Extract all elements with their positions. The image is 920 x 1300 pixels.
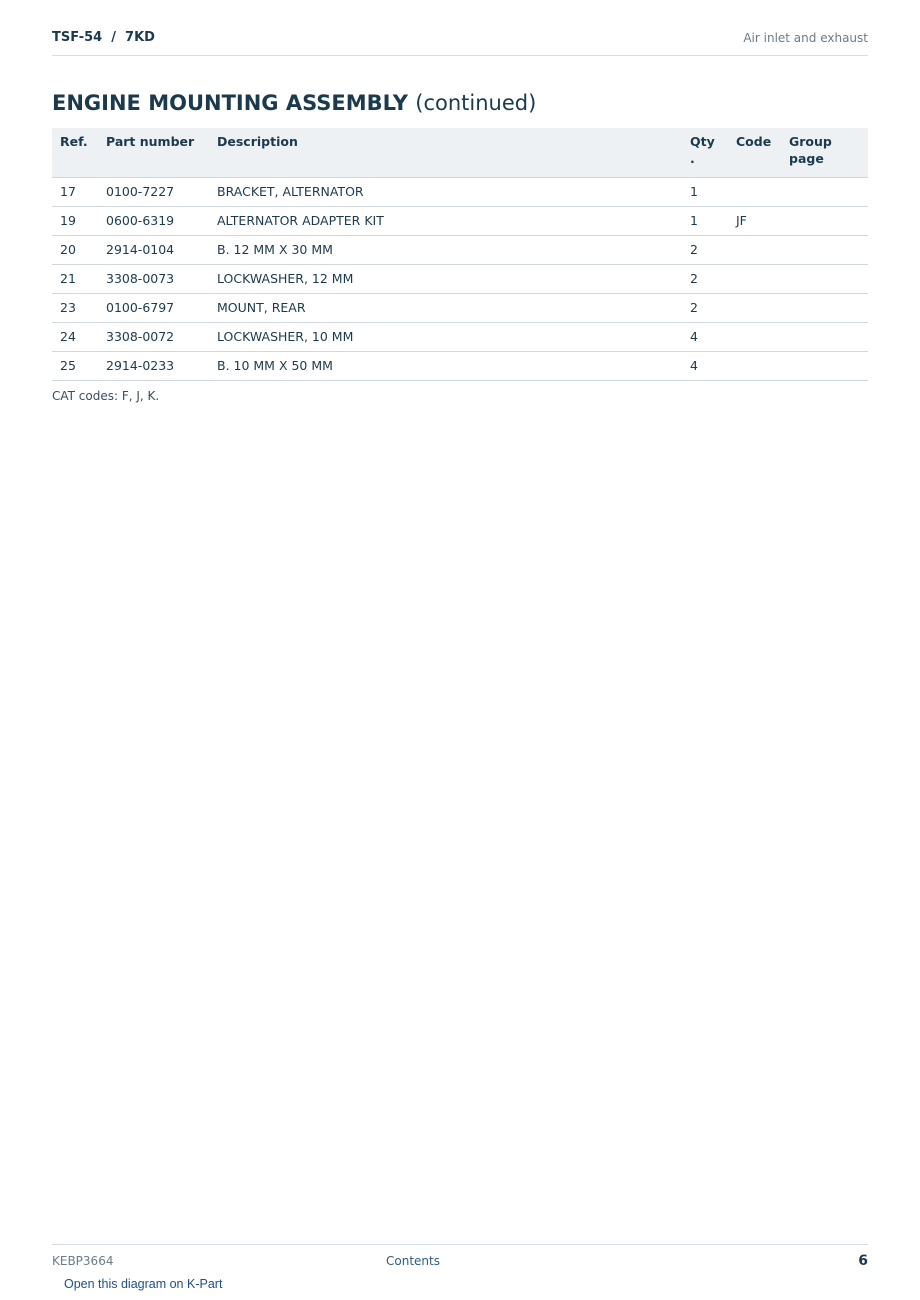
page-header <box>52 28 868 56</box>
cell-part-number: 0100-7227 <box>98 177 209 206</box>
table-row <box>52 177 868 206</box>
cell-ref: 20 <box>52 235 98 264</box>
cell-description: BRACKET, ALTERNATOR <box>209 177 682 206</box>
header-qty <box>682 128 728 177</box>
cell-ref: 24 <box>52 322 98 351</box>
header-part-number: Part number <box>98 128 209 177</box>
cell-group-page <box>781 235 868 264</box>
cell-qty: 2 <box>682 293 728 322</box>
cell-group-page <box>781 206 868 235</box>
cell-ref: 25 <box>52 351 98 380</box>
table-row <box>52 264 868 293</box>
header-code: Code <box>728 128 781 177</box>
cell-code <box>728 235 781 264</box>
section-name: Air inlet and exhaust <box>743 31 868 45</box>
cell-description: LOCKWASHER, 10 MM <box>209 322 682 351</box>
header-group-line1: Group <box>789 134 832 149</box>
cell-code: JF <box>728 206 781 235</box>
open-diagram-link[interactable]: Open this diagram on K-Part <box>64 1277 223 1291</box>
header-qty-line2: . <box>690 151 695 166</box>
table-row <box>52 351 868 380</box>
cell-part-number: 0100-6797 <box>98 293 209 322</box>
cell-code <box>728 322 781 351</box>
cell-group-page <box>781 177 868 206</box>
cell-qty: 4 <box>682 351 728 380</box>
cell-ref: 19 <box>52 206 98 235</box>
cell-description: MOUNT, REAR <box>209 293 682 322</box>
model-breadcrumb: TSF-54 / 7KD <box>52 30 155 45</box>
cell-group-page <box>781 293 868 322</box>
cell-code <box>728 293 781 322</box>
cell-part-number: 3308-0072 <box>98 322 209 351</box>
cell-part-number: 0600-6319 <box>98 206 209 235</box>
page-number: 6 <box>858 1253 868 1269</box>
cell-description: B. 10 MM X 50 MM <box>209 351 682 380</box>
page-footer <box>52 1244 868 1291</box>
table-header-row <box>52 128 868 177</box>
title-suffix: (continued) <box>415 91 537 115</box>
cell-group-page <box>781 322 868 351</box>
cell-ref: 21 <box>52 264 98 293</box>
document-id: KEBP3664 <box>52 1254 114 1268</box>
header-description: Description <box>209 128 682 177</box>
cell-ref: 23 <box>52 293 98 322</box>
cell-code <box>728 177 781 206</box>
cell-group-page <box>781 351 868 380</box>
cell-part-number: 2914-0104 <box>98 235 209 264</box>
parts-table <box>52 128 868 381</box>
table-row <box>52 322 868 351</box>
cell-part-number: 2914-0233 <box>98 351 209 380</box>
cell-qty: 4 <box>682 322 728 351</box>
table-row <box>52 206 868 235</box>
cat-codes-note: CAT codes: F, J, K. <box>52 389 160 403</box>
header-group-page <box>781 128 868 177</box>
cell-qty: 2 <box>682 235 728 264</box>
cell-description: LOCKWASHER, 12 MM <box>209 264 682 293</box>
cell-qty: 1 <box>682 206 728 235</box>
cell-qty: 2 <box>682 264 728 293</box>
cell-description: B. 12 MM X 30 MM <box>209 235 682 264</box>
contents-link[interactable]: Contents <box>386 1254 440 1268</box>
cell-code <box>728 264 781 293</box>
cell-code <box>728 351 781 380</box>
cell-ref: 17 <box>52 177 98 206</box>
table-row <box>52 235 868 264</box>
table-row <box>52 293 868 322</box>
cell-group-page <box>781 264 868 293</box>
cell-description: ALTERNATOR ADAPTER KIT <box>209 206 682 235</box>
cell-part-number: 3308-0073 <box>98 264 209 293</box>
header-qty-line1: Qty <box>690 134 715 149</box>
title-main: ENGINE MOUNTING ASSEMBLY <box>52 91 408 115</box>
header-ref: Ref. <box>52 128 98 177</box>
header-group-line2: page <box>789 151 824 166</box>
page-title <box>52 89 536 117</box>
cell-qty: 1 <box>682 177 728 206</box>
